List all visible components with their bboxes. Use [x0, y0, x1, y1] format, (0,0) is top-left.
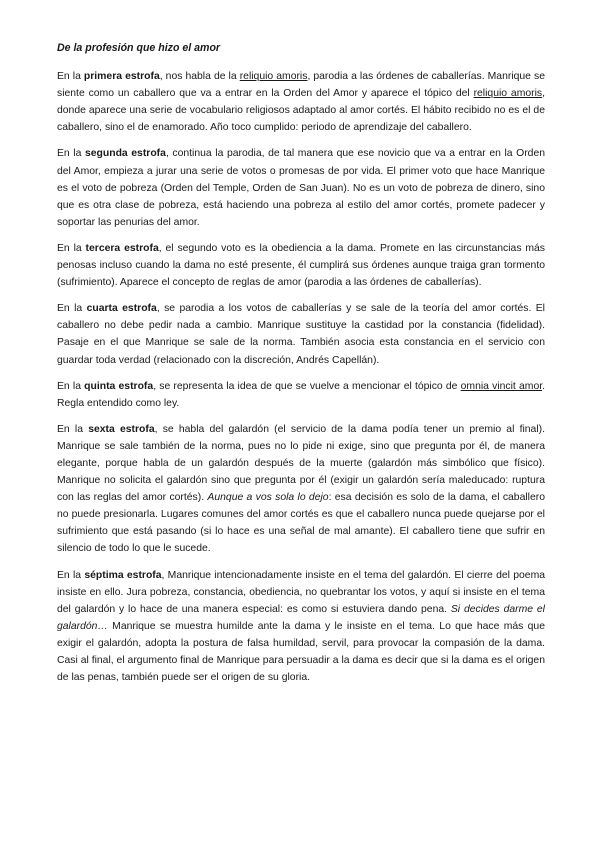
document-page — [57, 40, 545, 695]
text-bold: cuarta estrofa — [86, 303, 157, 315]
text-segment: En la — [57, 303, 87, 315]
text-segment: , continua la parodia, de tal manera que ese novicio que va a entrar en la Orden del Amor, empieza a jurar una serie de votos o promesas de por vida. El primer voto que hace Manrique es el voto de pobreza (Orden del Temple, Orden de San Juan). No es un voto de pobreza de dinero, sino que es otra clase de pobreza, está haciendo una pobreza al estilo del amor cortés, promete padecer y soportar las penurias del amor. — [57, 148, 546, 228]
text-underline: reliquio amoris — [239, 71, 308, 83]
text-segment: En la — [57, 380, 85, 392]
text-segment: , parodia a las órdenes de caballerías. Manrique se siente como un caballero que va a entrar en la Orden del Amor y aparece el tópico del — [57, 71, 545, 100]
text-bold: séptima estrofa — [84, 569, 162, 581]
text-segment: En la — [57, 148, 85, 160]
text-segment: , donde aparece una serie de vocabulario religiosos adaptado al amor cortés. El hábito recibido no es el de caballero, sino el de enamorado. Año toco cumplido: periodo de aprendizaje del caballero. — [57, 88, 545, 134]
text-underline: omnia vincit amor — [460, 380, 543, 392]
text-segment: : esa decisión es solo de la dama, el caballero no puede presionarla. Lugares comunes del amor cortés es que el caballero nunca puede quejarse por el sufrimiento que está pasando (si lo hace es una señal de mal amante). El caballero tiene que sufrir en silencio de todo lo que le sucede. — [57, 492, 545, 555]
text-segment: En la — [57, 569, 85, 581]
text-italic: Si decides darme el galardón… — [57, 603, 545, 632]
document-body — [57, 68, 545, 686]
text-segment: En la — [57, 71, 84, 83]
text-italic: Aunque a vos sola lo dejo — [207, 492, 329, 504]
text-segment: . Regla entendido como ley. — [57, 380, 545, 409]
text-segment: , Manrique intencionadamente insiste en el tema del galardón. El cierre del poema insiste en ello. Jura pobreza, constancia, obediencia, no quebrantar los votos, y aquí si insiste en el tema del galardón y lo hace de una manera especial: es como si estuviera dando pena. — [57, 569, 545, 615]
text-segment: , se habla del galardón (el servicio de la dama podía tener un premio al final). Manrique se sale también de la norma, pues no lo pide ni exige, sino que pregunta por él, de manera elegante, porque habla de un galardón después de la muerte (galardón más simbólico que físico). Manrique no solicita el galardón sino que pregunta por él (exigir un galardón sería maleducado: ruptura con las reglas del amor cortés). — [57, 423, 545, 504]
paragraph — [57, 68, 545, 136]
text-bold: sexta estrofa — [88, 423, 155, 435]
text-bold: quinta estrofa — [84, 380, 154, 392]
paragraph — [57, 567, 545, 687]
text-bold: primera estrofa — [83, 71, 160, 83]
text-segment: , se parodia a los votos de caballerías y se sale de la teoría del amor cortés. El caballero no debe pedir nada a cambio. Manrique sustituye la castidad por la constancia (fidelidad). Pasaje en el que Manrique se sale de la norma. También asocia esta constancia en el servicio con guardar toda verdad (relacionado con la discreción, Andrés Capellán). — [57, 303, 545, 366]
text-segment: Manrique se muestra humilde ante la dama y le insiste en el tema. Lo que hace más que exigir el galardón, adopta la postura de falsa humildad, servil, para provocar la compasión de la dama. Casi al final, el argumento final de Manrique para persuadir a la dama es decir que si la dama es el origen de las penas, también puede ser el origen de su gloria. — [57, 620, 545, 684]
paragraph — [57, 145, 545, 230]
text-bold: tercera estrofa — [85, 242, 159, 254]
text-segment: En la — [57, 423, 89, 435]
text-segment: En la — [57, 242, 86, 254]
paragraph — [57, 378, 545, 412]
text-segment: , se representa la idea de que se vuelve a mencionar el tópico de — [153, 380, 461, 392]
text-segment: , nos habla de la — [159, 71, 240, 83]
text-segment: , el segundo voto es la obediencia a la dama. Promete en las circunstancias más penosas incluso cuando la dama no esté presente, él cumplirá sus órdenes aunque traiga gran tormento (sufrimiento). Aparece el concepto de reglas de amor (parodia a las órdenes de caballerías). — [57, 242, 546, 289]
text-underline: reliquio amoris — [473, 88, 543, 100]
paragraph — [57, 300, 545, 368]
paragraph — [57, 240, 545, 291]
paragraph — [57, 421, 545, 558]
text-bold: segunda estrofa — [84, 148, 166, 160]
document-title: De la profesión que hizo el amor — [57, 42, 221, 54]
